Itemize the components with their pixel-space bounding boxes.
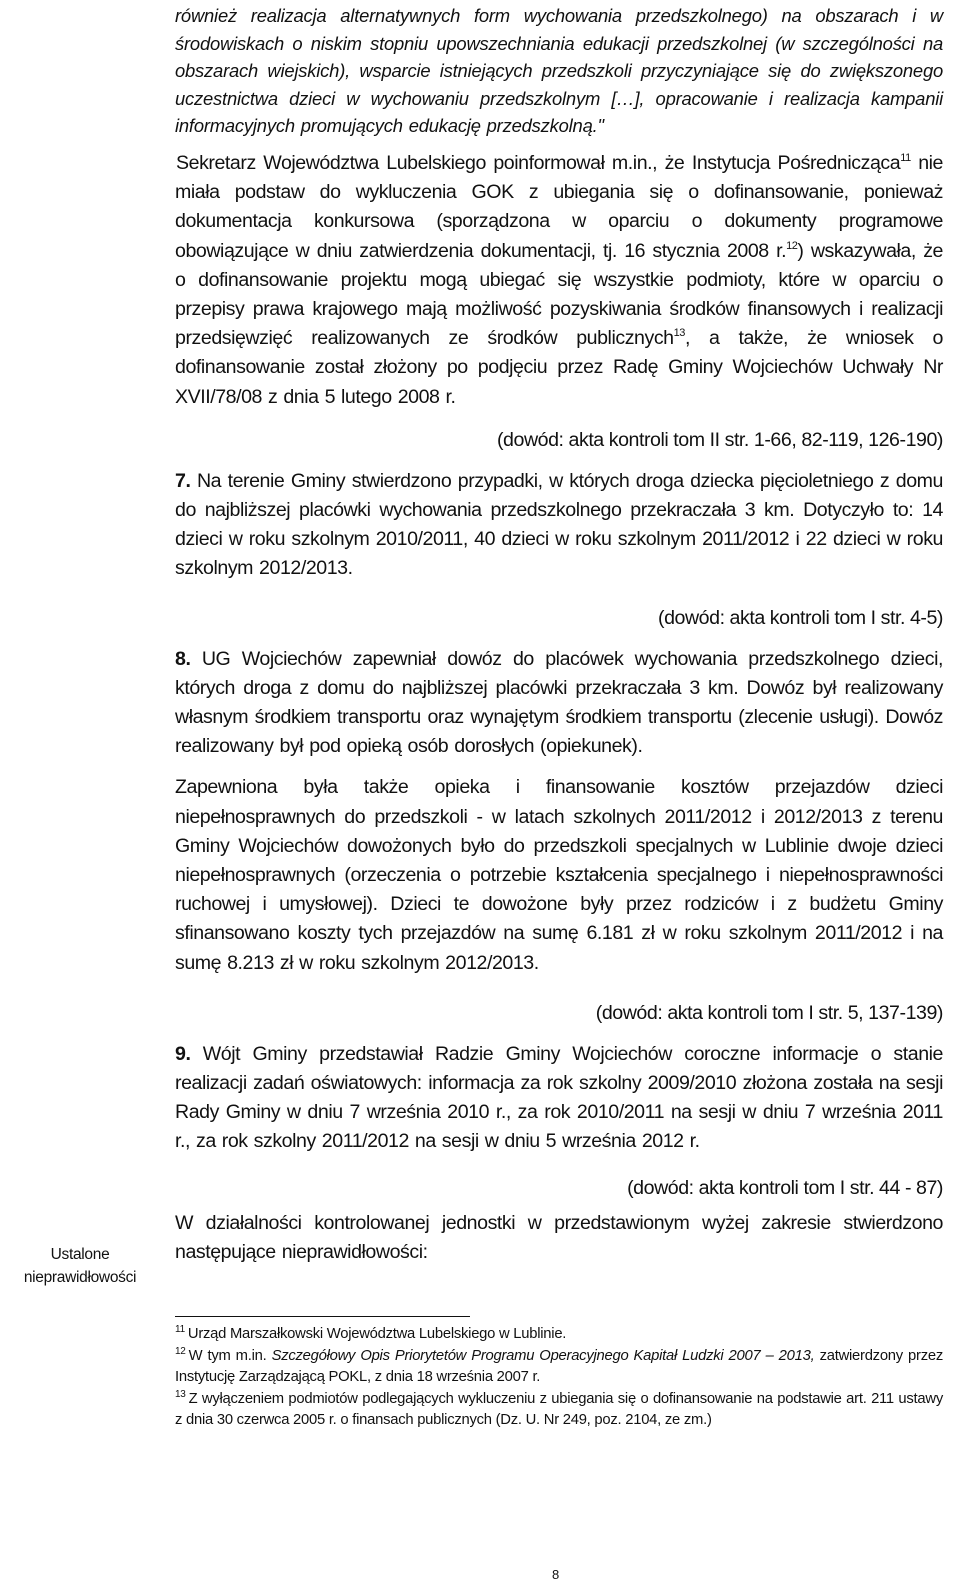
paragraph-sekretarz-part-d: , a także, że wniosek o dofinansowanie został złożony po podjęciu przez Radę Gminy Wojciechów Uchwały Nr XVII/78/08 z dnia 5 lutego 2008 r. — [175, 327, 943, 408]
side-label-line-1: Ustalone — [50, 1246, 110, 1263]
footnote-ref-11[interactable]: 11 — [900, 151, 911, 164]
item-8 — [175, 645, 943, 762]
footnote-12-lead: W tym m.in. — [188, 1347, 272, 1364]
footnote-ref-13[interactable]: 13 — [673, 327, 685, 340]
side-label-line-2: nieprawidłowości — [23, 1269, 137, 1286]
quote-close-mark: " — [597, 115, 604, 137]
item-9-number: 9. — [175, 1042, 191, 1065]
footnote-12-tail: zatwierdzony przez Instytucję Zarządzającą POKL, z dnia 18 września 2007 r. — [175, 1347, 943, 1386]
evidence-note-3: (dowód: akta kontroli tom I str. 5, 137-139) — [595, 1001, 943, 1024]
item-7-number: 7. — [175, 469, 191, 492]
item-8-number: 8. — [175, 647, 191, 670]
paragraph-sekretarz — [175, 149, 943, 412]
item-9 — [175, 1040, 943, 1157]
footnote-12 — [175, 1346, 943, 1389]
intro-quote-text: również realizacja alternatywnych form wychowania przedszkolnego) na obszarach i w środowiskach o niskim stopniu upowszechniania edukacji przedszkolnej (w szczególności na obszarach wiejskich), wsparcie istniejących przedszkoli przyczyniające się do zwiększonego uczestnictwa dzieci w wychowaniu przedszkolnym […], opracowanie i realizacja kampanii informacyjnych promujących edukację przedszkolną. — [175, 5, 943, 137]
main-text-column — [175, 2, 943, 1267]
footnote-12-number: 12 — [175, 1345, 186, 1357]
item-8-text: UG Wojciechów zapewniał dowóz do placówek wychowania przedszkolnego dzieci, których droga z domu do najbliższej placówki przekraczała 3 km. Dowóz był realizowany własnym środkiem transportu oraz wynajętym środkiem transportu (zlecenie usługi). Dowóz realizowany był pod opieką osób dorosłych (opiekunek). — [175, 647, 943, 758]
item-7 — [175, 467, 943, 584]
paragraph-sekretarz-part-c: ) wskazywała, że o dofinansowanie projektu mogą ubiegać się wszystkie podmioty, które w oparciu o przepisy prawa krajowego mają możliwość pozyskiwania środków finansowych i realizacji przedsięwzięć realizowanych ze środków publicznych — [175, 239, 943, 350]
footnote-11-number: 11 — [175, 1324, 185, 1335]
intro-quote — [175, 2, 943, 140]
footnote-11 — [175, 1324, 943, 1346]
paragraph-sekretarz-part-a: Sekretarz Województwa Lubelskiego poinformował m.in., że Instytucja Pośrednicząca — [176, 151, 901, 174]
footnote-12-title: Szczegółowy Opis Priorytetów Programu Operacyjnego Kapitał Ludzki 2007 – 2013, — [271, 1347, 815, 1364]
footnote-13-number: 13 — [175, 1388, 186, 1400]
evidence-note-4: (dowód: akta kontroli tom I str. 44 - 87) — [627, 1176, 943, 1199]
item-9-text: Wójt Gminy przedstawiał Radzie Gminy Wojciechów coroczne informacje o stanie realizacji zadań oświatowych: informacja za rok szkolny 2009/2010 złożona została na sesji Rady Gminy w dniu 7 września 2010 r., za rok 2010/2011 na sesji w dniu 7 września 2011 r., za rok szkolny 2011/2012 na sesji w dniu 5 września 2012 r. — [175, 1042, 943, 1153]
page-number: 8 — [552, 1567, 560, 1582]
footnotes — [175, 1324, 943, 1432]
footnote-13-text: Z wyłączeniem podmiotów podlegających wykluczeniu z ubiegania się o dofinansowanie na podstawie art. 211 ustawy z dnia 30 czerwca 2005 r. o finansach publicznych (Dz. U. Nr 249, poz. 2104, ze zm.) — [175, 1390, 943, 1429]
paragraph-nieprawidlowosci: W działalności kontrolowanej jednostki w przedstawionym wyżej zakresie stwierdzono następujące nieprawidłowości: — [175, 1211, 943, 1263]
paragraph-opieka: Zapewniona była także opieka i finansowanie kosztów przejazdów dzieci niepełnosprawnych do przedszkoli - w latach szkolnych 2011/2012 i 2012/2013 z terenu Gminy Wojciechów dowożonych było do przedszkoli specjalnych w Lublinie dwoje dzieci niepełnosprawnych (orzeczenia o potrzebie kształcenia specjalnego i niepełnosprawności ruchowej i umysłowej). Dzieci te dowożone były przez rodziców i z budżetu Gminy sfinansowano koszty tych przejazdów na sumę 6.181 zł w roku szkolnym 2011/2012 i na sumę 8.213 zł w roku szkolnym 2012/2013. — [175, 776, 943, 974]
side-label — [0, 1243, 160, 1289]
item-7-text: Na terenie Gminy stwierdzono przypadki, w których droga dziecka pięcioletniego z domu do najbliższej placówki wychowania przedszkolnego przekraczała 3 km. Dotyczyło to: 14 dzieci w roku szkolnym 2010/2011, 40 dzieci w roku szkolnym 2011/2012 i 22 dzieci w roku szkolnym 2012/2013. — [175, 469, 943, 580]
evidence-note-1: (dowód: akta kontroli tom II str. 1-66, 82-119, 126-190) — [496, 428, 943, 451]
footnote-13 — [175, 1389, 943, 1432]
footnote-ref-12[interactable]: 12 — [786, 239, 798, 252]
footnote-11-text: Urząd Marszałkowski Województwa Lubelskiego w Lublinie. — [187, 1326, 567, 1342]
evidence-note-2: (dowód: akta kontroli tom I str. 4-5) — [658, 606, 943, 629]
footnote-separator — [175, 1316, 470, 1317]
paragraph-sekretarz-part-b: nie miała podstaw do wykluczenia GOK z ubiegania się o dofinansowanie, ponieważ dokumentacja konkursowa (sporządzona w oparciu o dokumenty programowe obowiązujące w dniu zatwierdzenia dokumentacji, tj. 16 stycznia 2008 r. — [175, 151, 943, 262]
